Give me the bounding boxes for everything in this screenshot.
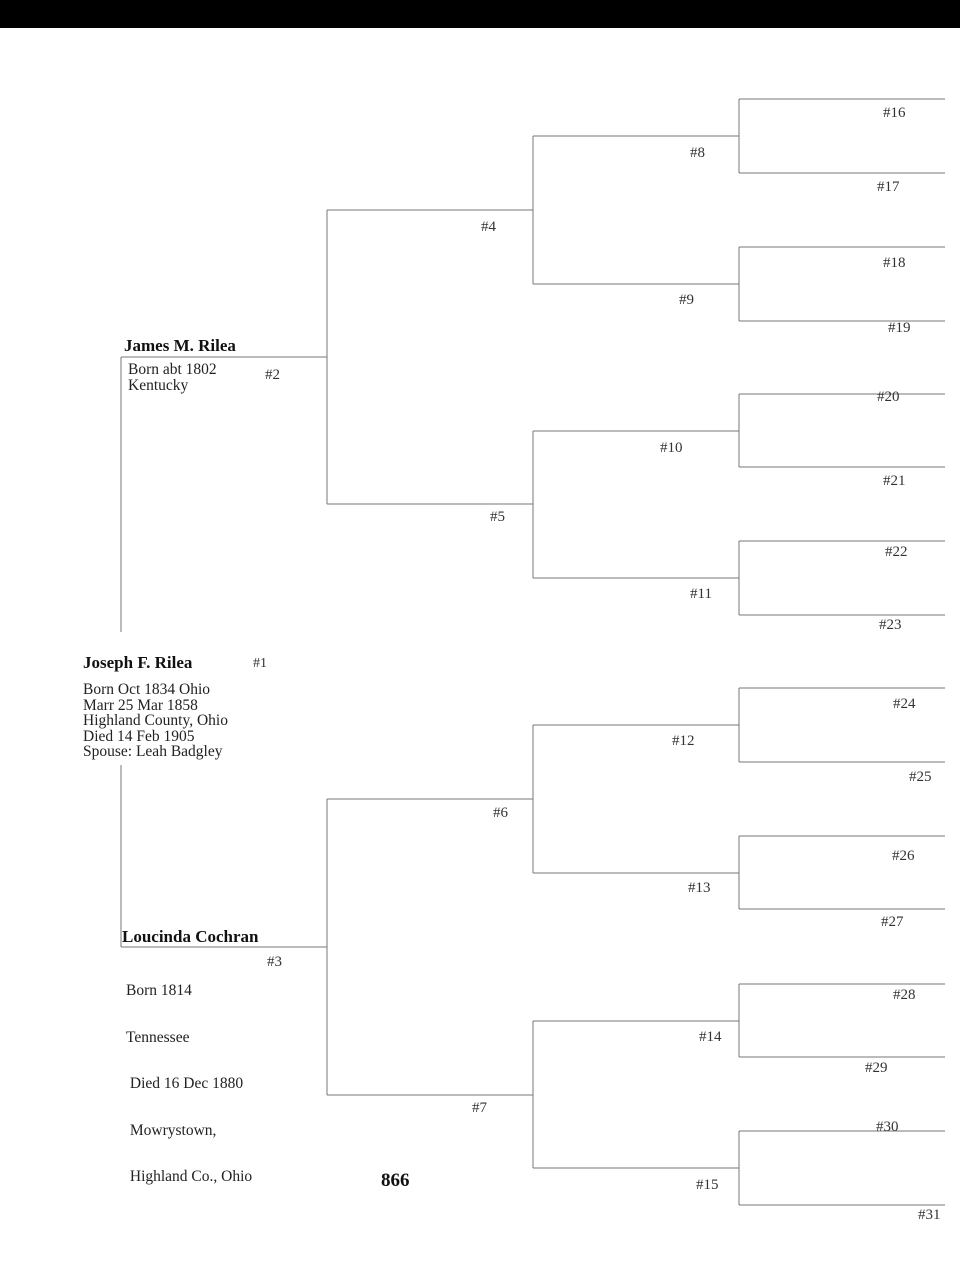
person-1-detail-line: Died 14 Feb 1905 xyxy=(83,727,195,745)
person-3-name: Loucinda Cochran xyxy=(122,927,259,946)
person-2-detail-line: Born abt 1802 xyxy=(128,361,217,378)
ancestor-number-23: #23 xyxy=(879,617,902,633)
person-3-number: #3 xyxy=(267,954,282,970)
ancestor-number-5: #5 xyxy=(490,509,505,525)
person-3-detail-line: Died 16 Dec 1880 xyxy=(126,1075,244,1092)
ancestor-number-14: #14 xyxy=(699,1029,722,1045)
ancestor-number-18: #18 xyxy=(883,255,906,271)
page-number: 866 xyxy=(381,1170,410,1191)
person-1-detail-line: Highland County, Ohio xyxy=(83,712,228,729)
person-1-detail-line: Marr 25 Mar 1858 xyxy=(83,696,198,714)
ancestor-number-13: #13 xyxy=(688,880,711,896)
ancestor-number-10: #10 xyxy=(660,440,683,456)
ancestor-number-26: #26 xyxy=(892,848,915,864)
ancestor-number-22: #22 xyxy=(885,544,908,560)
ancestor-number-15: #15 xyxy=(696,1177,719,1193)
person-1-details xyxy=(83,682,228,760)
person-2-number: #2 xyxy=(265,367,280,383)
person-3-detail-line: Born 1814 xyxy=(126,982,192,999)
person-1-detail-line: Born Oct 1834 Ohio xyxy=(83,681,211,698)
person-2-detail-line: Kentucky xyxy=(128,376,189,394)
ancestor-number-6: #6 xyxy=(493,805,508,821)
ancestor-number-16: #16 xyxy=(883,105,906,121)
ancestor-number-7: #7 xyxy=(472,1100,487,1116)
ancestor-number-11: #11 xyxy=(690,586,712,602)
person-3-details xyxy=(126,952,252,1200)
person-1-name: Joseph F. Rilea xyxy=(83,653,193,672)
ancestor-number-21: #21 xyxy=(883,473,906,489)
ancestor-number-8: #8 xyxy=(690,145,705,161)
ancestor-number-29: #29 xyxy=(865,1060,888,1076)
ancestor-number-24: #24 xyxy=(893,696,916,712)
ancestor-number-19: #19 xyxy=(888,320,911,336)
person-2-details xyxy=(128,362,217,393)
ancestor-number-30: #30 xyxy=(876,1119,899,1135)
ancestor-number-4: #4 xyxy=(481,219,496,235)
person-1-detail-line: Spouse: Leah Badgley xyxy=(83,743,223,760)
ancestor-number-9: #9 xyxy=(679,292,694,308)
ancestor-number-25: #25 xyxy=(909,769,932,785)
person-1-number: #1 xyxy=(253,656,267,671)
person-3-detail-line: Mowrystown, xyxy=(126,1121,217,1139)
ancestor-number-12: #12 xyxy=(672,733,695,749)
ancestor-number-28: #28 xyxy=(893,987,916,1003)
person-3-detail-line: Highland Co., Ohio xyxy=(126,1168,253,1185)
person-2-name: James M. Rilea xyxy=(124,336,236,355)
ancestor-number-31: #31 xyxy=(918,1207,941,1223)
ancestor-number-17: #17 xyxy=(877,179,900,195)
person-3-detail-line: Tennessee xyxy=(126,1028,190,1046)
ancestor-number-20: #20 xyxy=(877,389,900,405)
ancestor-number-27: #27 xyxy=(881,914,904,930)
